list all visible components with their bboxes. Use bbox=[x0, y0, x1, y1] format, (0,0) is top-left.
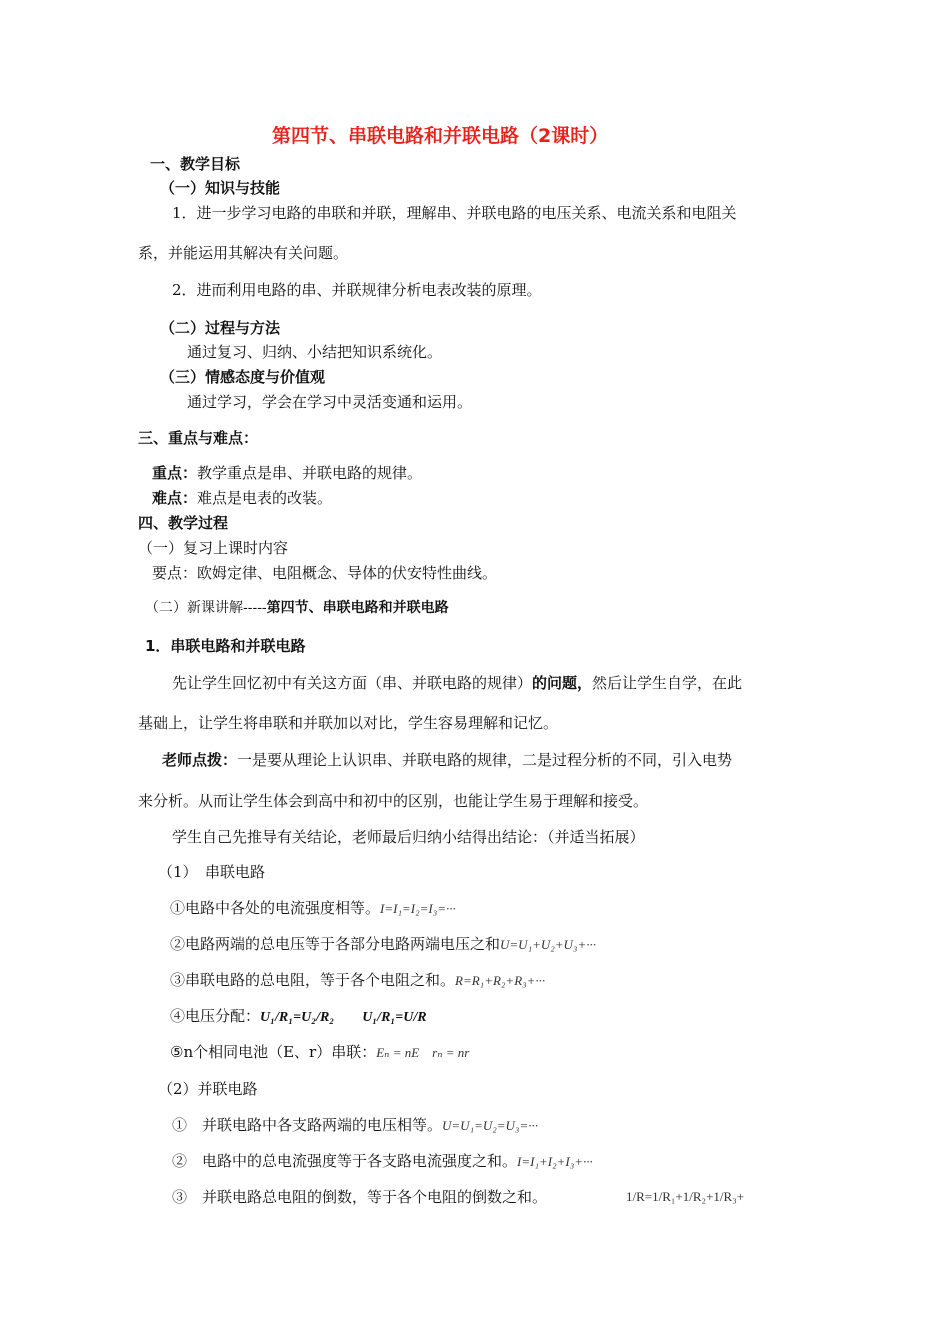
paragraph: 要点：欧姆定律、电阻概念、导体的伏安特性曲线。 bbox=[152, 564, 498, 582]
new-lesson-title: 第四节、串联电路和并联电路 bbox=[266, 600, 449, 616]
rule-text: ① 并联电路中各支路两端的电压相等。 bbox=[172, 1116, 443, 1134]
rule-text: ①电路中各处的电流强度相等。 bbox=[170, 899, 381, 917]
series-heading: （1） 串联电路 bbox=[158, 863, 266, 881]
rule-formula: 1/R=1/R₁+1/R₂+1/R₃+ bbox=[626, 1189, 745, 1204]
paragraph: 来分析。从而让学生体会到高中和初中的区别，也能让学生易于理解和接受。 bbox=[138, 792, 649, 810]
heading-series-parallel: 1．串联电路和并联电路 bbox=[145, 637, 306, 655]
page-title: 第四节、串联电路和并联电路（2课时） bbox=[272, 125, 609, 147]
paragraph: （一）复习上课时内容 bbox=[138, 539, 289, 557]
rule-text: ④电压分配： bbox=[170, 1007, 261, 1025]
key-point-text: 教学重点是串、并联电路的规律。 bbox=[197, 464, 423, 482]
teacher-tip bbox=[162, 750, 732, 770]
series-rule bbox=[170, 970, 545, 991]
key-point-line bbox=[152, 463, 422, 483]
rule-formula: I=I₁+I₂+I₃+··· bbox=[517, 1154, 593, 1169]
paragraph: 基础上，让学生将串联和并联加以对比，学生容易理解和记忆。 bbox=[138, 714, 559, 732]
paragraph bbox=[172, 673, 742, 693]
text-bold: 的问题， bbox=[532, 674, 593, 692]
parallel-rule bbox=[172, 1151, 593, 1172]
text: 然后让学生自学，在此 bbox=[592, 674, 743, 692]
rule-text: ② 电路中的总电流强度等于各支路电流强度之和。 bbox=[172, 1152, 518, 1170]
series-rule bbox=[170, 1042, 469, 1063]
series-rule bbox=[170, 934, 596, 955]
paragraph: 1．进一步学习电路的串联和并联，理解串、并联电路的电压关系、电流关系和电阻关 bbox=[172, 204, 737, 222]
section-heading-key-points: 三、重点与难点： bbox=[138, 429, 259, 447]
paragraph: 通过复习、归纳、小结把知识系统化。 bbox=[187, 343, 443, 361]
paragraph: 学生自己先推导有关结论，老师最后归纳小结得出结论：（并适当拓展） bbox=[172, 828, 645, 846]
subsection-heading-process: （二）过程与方法 bbox=[160, 319, 281, 337]
series-rule bbox=[170, 898, 456, 919]
parallel-rule bbox=[172, 1115, 538, 1136]
teacher-tip-label: 老师点拨： bbox=[162, 751, 238, 769]
subsection-heading-knowledge: （一）知识与技能 bbox=[160, 179, 281, 197]
rule-formula: U=U₁+U₂+U₃+··· bbox=[500, 937, 596, 952]
paragraph: 通过学习，学会在学习中灵活变通和运用。 bbox=[187, 393, 473, 411]
parallel-rule bbox=[172, 1187, 547, 1207]
rule-text: ⑤n个相同电池（E、r）串联： bbox=[170, 1043, 377, 1061]
difficulty-label: 难点： bbox=[152, 489, 198, 507]
paragraph: 2．进而利用电路的串、并联规律分析电表改装的原理。 bbox=[172, 281, 542, 299]
rule-formula: Eₙ = nE rₙ = nr bbox=[376, 1045, 470, 1060]
rule-formula: U₁/R₁=U₂/R₂ U₁/R₁=U/R bbox=[260, 1010, 427, 1025]
rule-formula: R=R₁+R₂+R₃+··· bbox=[455, 973, 546, 988]
text: 先让学生回忆初中有关这方面（串、并联电路的规律） bbox=[172, 674, 533, 692]
key-point-label: 重点： bbox=[152, 464, 198, 482]
parallel-heading: （2）并联电路 bbox=[158, 1080, 258, 1098]
section-heading-objectives: 一、教学目标 bbox=[150, 155, 241, 173]
rule-text: ③串联电路的总电阻，等于各个电阻之和。 bbox=[170, 971, 456, 989]
rule-formula: U=U₁=U₂=U₃=··· bbox=[442, 1118, 538, 1133]
teacher-tip-text: 一是要从理论上认识串、并联电路的规律，二是过程分析的不同，引入电势 bbox=[237, 751, 733, 769]
subsection-heading-attitude: （三）情感态度与价值观 bbox=[160, 368, 326, 386]
difficulty-line bbox=[152, 488, 332, 508]
new-lesson-line bbox=[145, 598, 449, 618]
paragraph: 系，并能运用其解决有关问题。 bbox=[138, 244, 349, 262]
rule-text: ②电路两端的总电压等于各部分电路两端电压之和 bbox=[170, 935, 501, 953]
rule-formula: I=I₁=I₂=I₃=··· bbox=[380, 901, 456, 916]
new-lesson-prefix: （二）新课讲解----- bbox=[145, 600, 267, 616]
series-rule bbox=[170, 1006, 427, 1028]
section-heading-process: 四、教学过程 bbox=[138, 514, 229, 532]
difficulty-text: 难点是电表的改装。 bbox=[197, 489, 333, 507]
rule-text: ③ 并联电路总电阻的倒数，等于各个电阻的倒数之和。 bbox=[172, 1188, 548, 1206]
